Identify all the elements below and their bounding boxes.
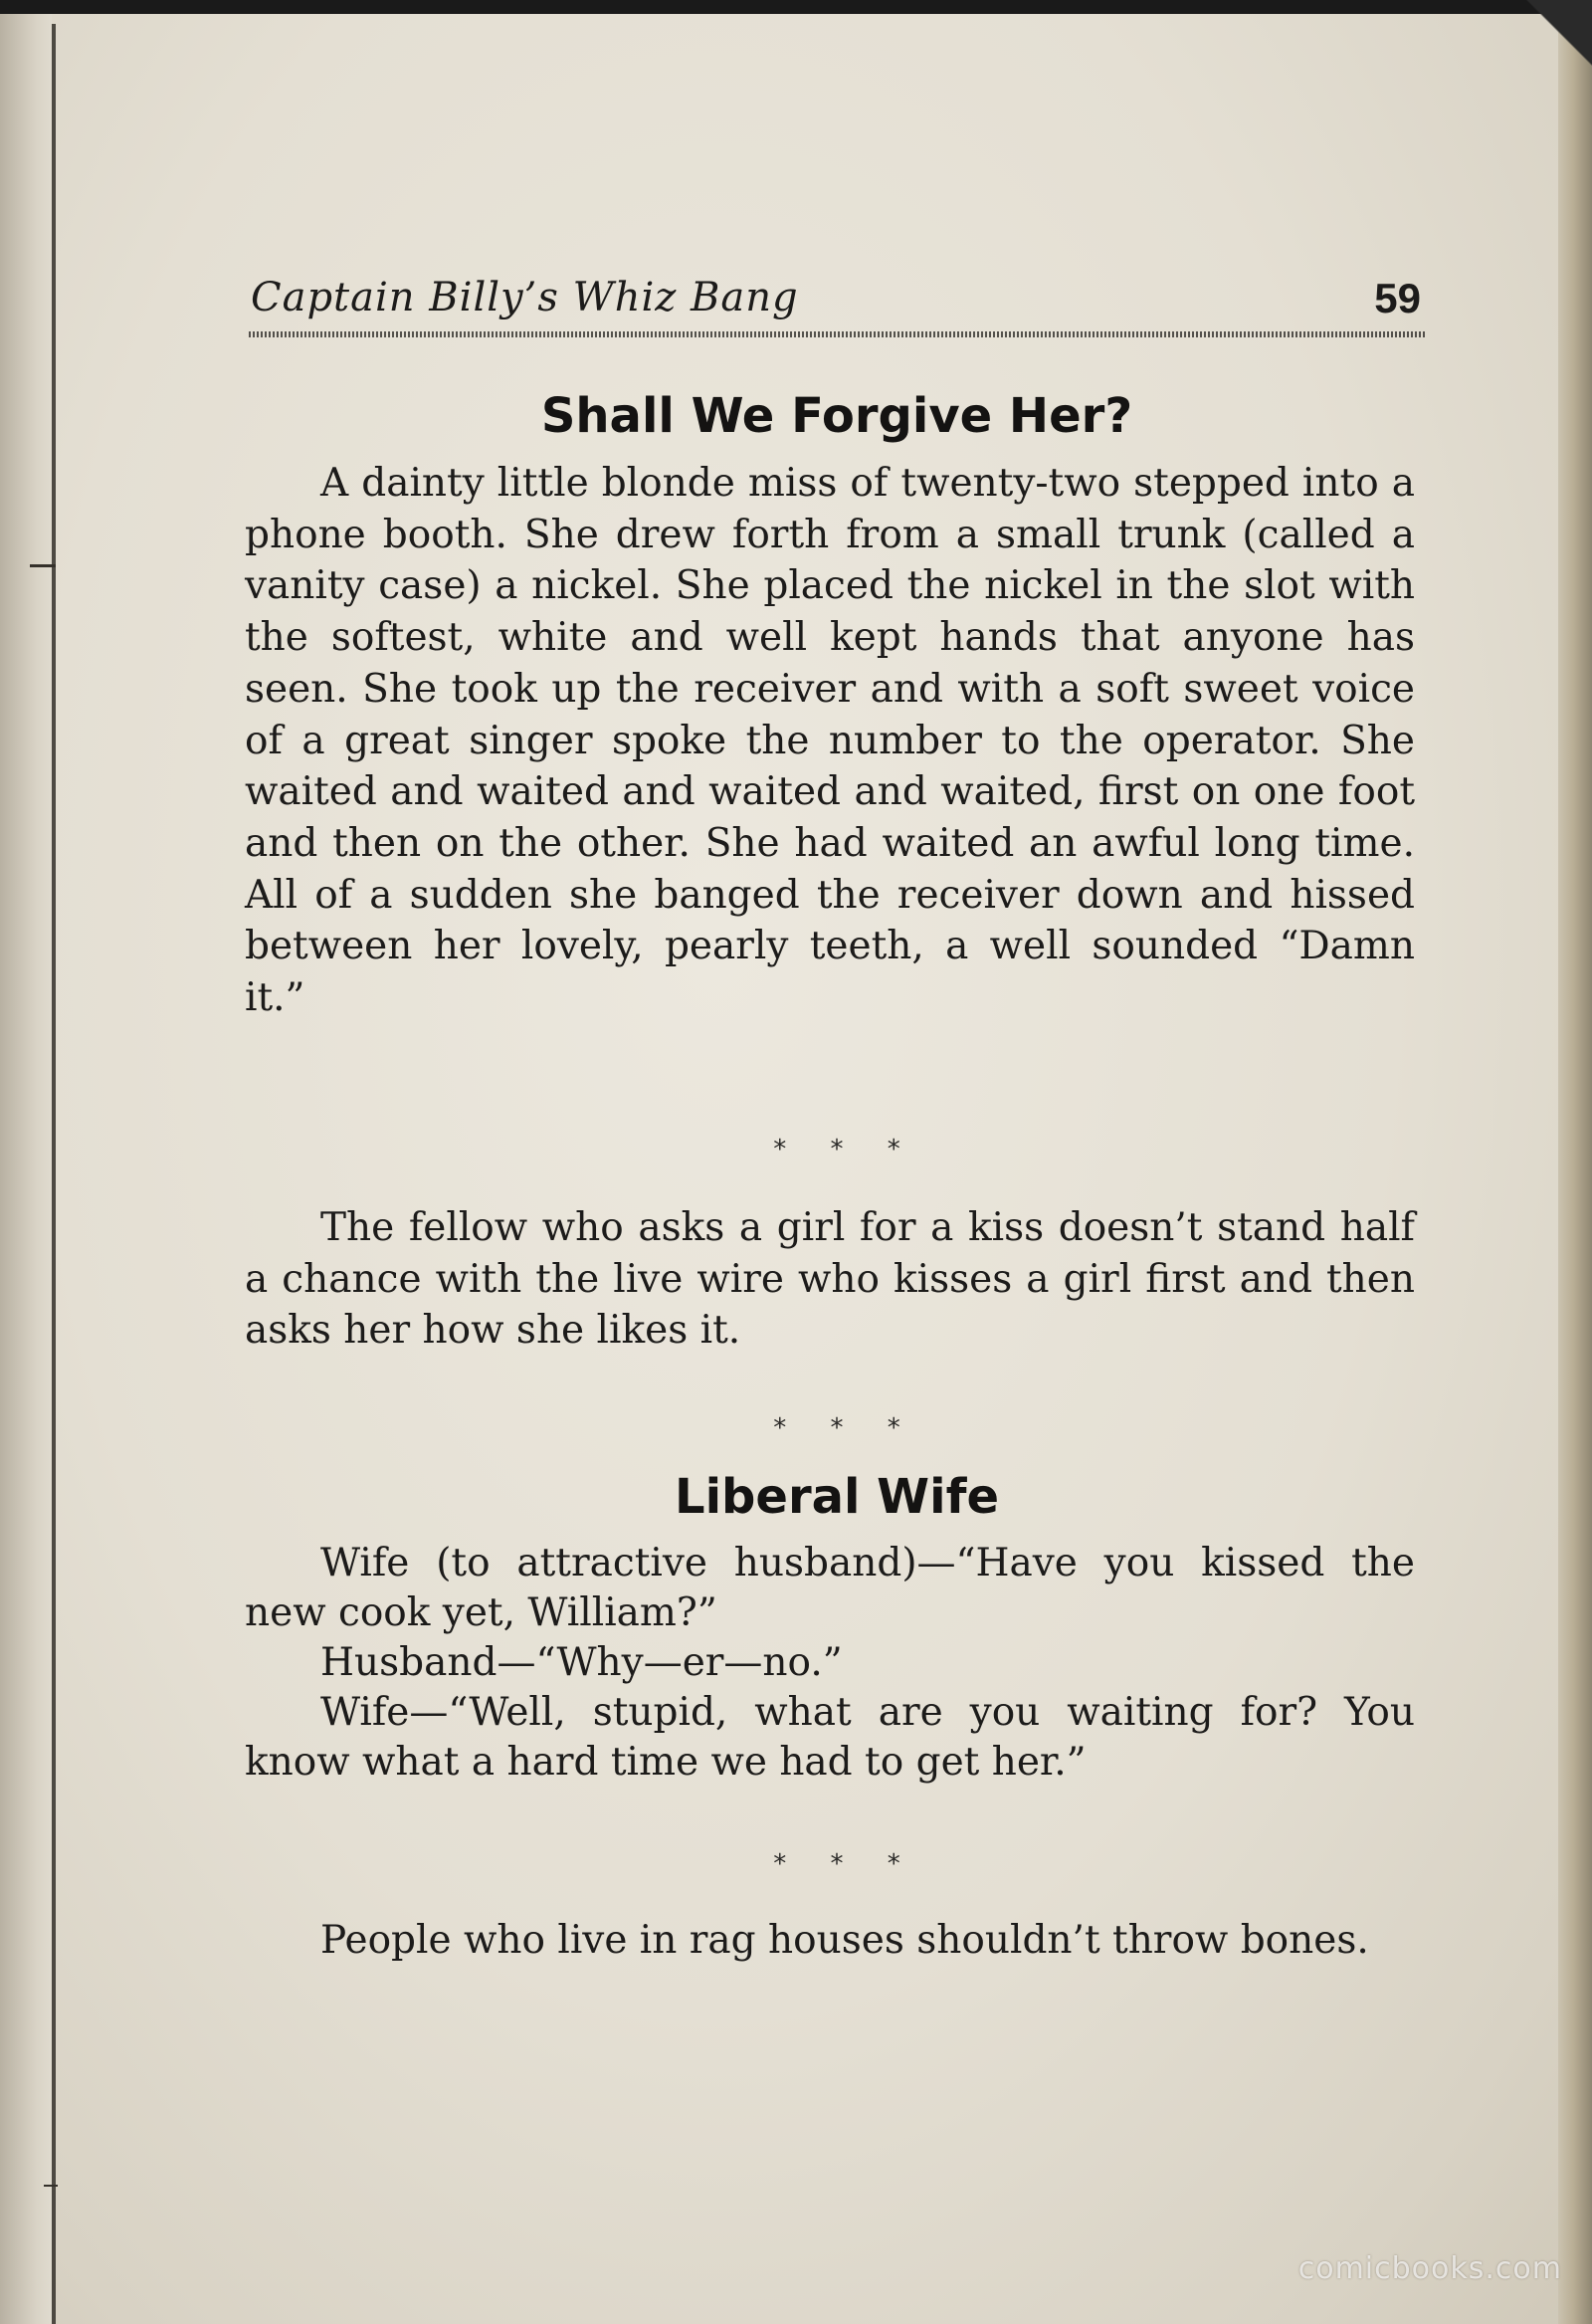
dialog-line-wife-2: Wife—“Well, stupid, what are you waiting for? You know what a hard time we had to get her.” [245,1690,1415,1785]
page-top-edge [0,0,1592,14]
joke-paragraph-kiss: The fellow who asks a girl for a kiss doesn’t stand half a chance with the live wire who kisses a girl first and then asks her how she likes it. [245,1205,1415,1354]
corner-wear [1473,0,1592,109]
dialog-line-wife-1: Wife (to attractive husband)—“Have you kissed the new cook yet, William?” [245,1541,1415,1635]
joke-paragraph-rag-houses: People who live in rag houses shouldn’t throw bones. [320,1918,1369,1963]
publication-title: Captain Billy’s Whiz Bang [251,275,799,320]
section-separator: * * * [773,1413,900,1443]
binding-edge-line [52,24,56,2324]
dialog-line-husband: Husband—“Why—er—no.” [320,1640,843,1685]
heading-shall-we-forgive-her: Shall We Forgive Her? [540,388,1133,444]
binding-mark [30,564,56,567]
binding-shadow [0,14,52,2324]
watermark: comicbooks.com [1297,2251,1562,2286]
page-number: 59 [1374,275,1421,321]
section-separator: * * * [773,1849,900,1879]
header-rule [249,331,1425,337]
page-right-edge [1558,0,1592,2324]
binding-mark-lower [44,2185,58,2187]
section-separator: * * * [773,1135,900,1164]
heading-liberal-wife: Liberal Wife [674,1469,999,1525]
story-paragraph: A dainty little blonde miss of twenty-two stepped into a phone booth. She drew forth from a small trunk (called a vanity case) a nickel. She placed the nickel in the slot with the softest, white and well kept hands that anyone has seen. She took up the receiver and with a soft sweet voice of a great singer spoke the number to the operator. She waited and waited and waited and waited, first on one foot and then on the other. She had waited an awful long time. All of a sudden she banged the receiver down and hissed between her lovely, pearly teeth, a well sounded “Damn it.” [245,461,1415,1021]
running-head [249,275,1425,326]
